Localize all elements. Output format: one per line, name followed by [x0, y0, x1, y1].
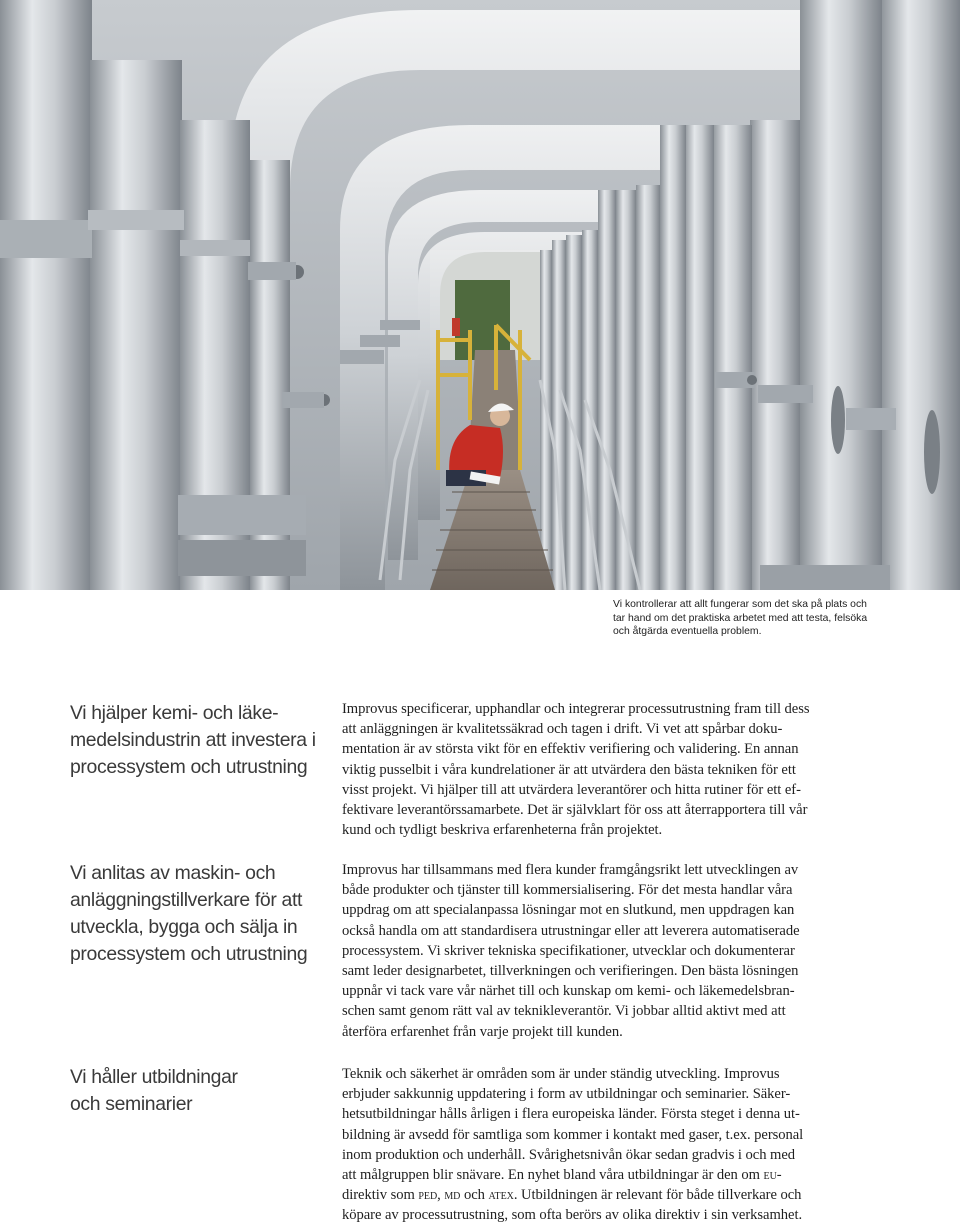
body-line: Teknik och säkerhet är områden som är under ständig utveckling. Improvus	[342, 1066, 780, 1082]
heading-line: processystem och utrustning	[70, 943, 308, 965]
heading-line: Vi håller utbildningar	[70, 1066, 238, 1088]
section-heading-maskin-anlaggning	[70, 860, 332, 968]
body-line: hetsutbildningar hålls årligen i flera europeiska länder. Första steget i denna ut-	[342, 1106, 800, 1123]
body-line: visst projekt. Vi hjälper till att utvärdera leverantörer och hitta rutiner för ett ef-	[342, 781, 801, 798]
body-line: direktiv som ped, md och atex. Utbildningen är relevant för både tillverkare och	[342, 1187, 802, 1204]
abbreviation: md	[444, 1187, 461, 1204]
heading-line: medelsindustrin att investera i	[70, 729, 316, 751]
body-line: fektivare leverantörssamarbete. Det är självklart för oss att återrapportera till vår	[342, 802, 808, 819]
caption-line: Vi kontrollerar att allt fungerar som det ska på plats och	[613, 599, 867, 610]
abbreviation: ped	[418, 1187, 438, 1204]
pipes-illustration	[0, 0, 960, 590]
caption-line: tar hand om det praktiska arbetet med att testa, felsöka	[613, 612, 868, 624]
heading-line: processystem och utrustning	[70, 756, 308, 778]
abbreviation: eu	[763, 1167, 777, 1184]
body-line: viktig pusselbit i våra kundrelationer är att utvärdera den bästa tekniken för ett	[342, 761, 796, 778]
body-line: schen samt genom rätt val av teknikleverantör. Vi jobbar alltid aktivt med att	[342, 1003, 786, 1020]
heading-line: utveckla, bygga och sälja in	[70, 916, 298, 938]
body-line: Improvus specificerar, upphandlar och integrerar processutrustning fram till dess	[342, 701, 810, 717]
body-line: uppnår vi tack vare vår närhet till och kunskap om kemi- och läkemedelsbran-	[342, 983, 795, 1000]
heading-line: Vi hjälper kemi- och läke-	[70, 702, 279, 724]
body-line: inom produktion och underhåll. Svårighetsnivån ökar sedan gradvis i och med	[342, 1146, 796, 1163]
body-line: återföra erfarenhet från varje projekt till kunden.	[342, 1023, 623, 1040]
section-heading-utbildningar	[70, 1064, 332, 1118]
heading-line: Vi anlitas av maskin- och	[70, 862, 276, 884]
section-body-maskin-anlaggning	[342, 860, 868, 1042]
heading-line: anläggningstillverkare för att	[70, 889, 303, 911]
photo-caption	[613, 598, 953, 639]
body-line: mentation är av största vikt för en effektiv verifiering och validering. En annan	[342, 741, 799, 758]
body-line: både produkter och tjänster till kommersialisering. För det mesta handlar våra	[342, 882, 793, 899]
body-line: köpare av processutrustning, som ofta berörs av olika direktiv i sin verksamhet.	[342, 1207, 803, 1224]
body-line: bildning är avsedd för samtliga som kommer i kontakt med gaser, t.ex. personal	[342, 1126, 804, 1143]
body-line: samt leder designarbetet, tillverkningen och verifieringen. Den bästa lösningen	[342, 963, 799, 980]
body-line: att anläggningen är kvalitetssäkrad och tagen i drift. Vi vet att spårbar doku-	[342, 721, 783, 738]
caption-line: och åtgärda eventuella problem.	[613, 626, 762, 638]
body-line: kund och tydligt beskriva erfarenheterna från projektet.	[342, 822, 663, 839]
heading-line: och seminarier	[70, 1093, 193, 1115]
body-line: erbjuder sakkunnig uppdatering i form av utbildningar och seminarier. Säker-	[342, 1086, 791, 1103]
body-line: att målgruppen blir snävare. En nyhet bland våra utbildningar är den om eu-	[342, 1167, 782, 1184]
body-line: uppdrag om att specialanpassa lösningar mot en slutkund, men uppdragen kan	[342, 902, 795, 919]
body-line: Improvus har tillsammans med flera kunder framgångsrikt lett utvecklingen av	[342, 862, 799, 878]
abbreviation: atex	[488, 1187, 514, 1204]
section-heading-kemi-lakemedel	[70, 700, 332, 781]
hero-photo-industrial-pipes	[0, 0, 960, 590]
body-line: också handla om att standardisera utrustningar eller att leverera automatiserade	[342, 922, 800, 939]
section-body-utbildningar	[342, 1064, 868, 1226]
body-line: processystem. Vi skriver tekniska specifikationer, utvecklar och dokumenterar	[342, 942, 795, 959]
section-body-kemi-lakemedel	[342, 699, 868, 840]
